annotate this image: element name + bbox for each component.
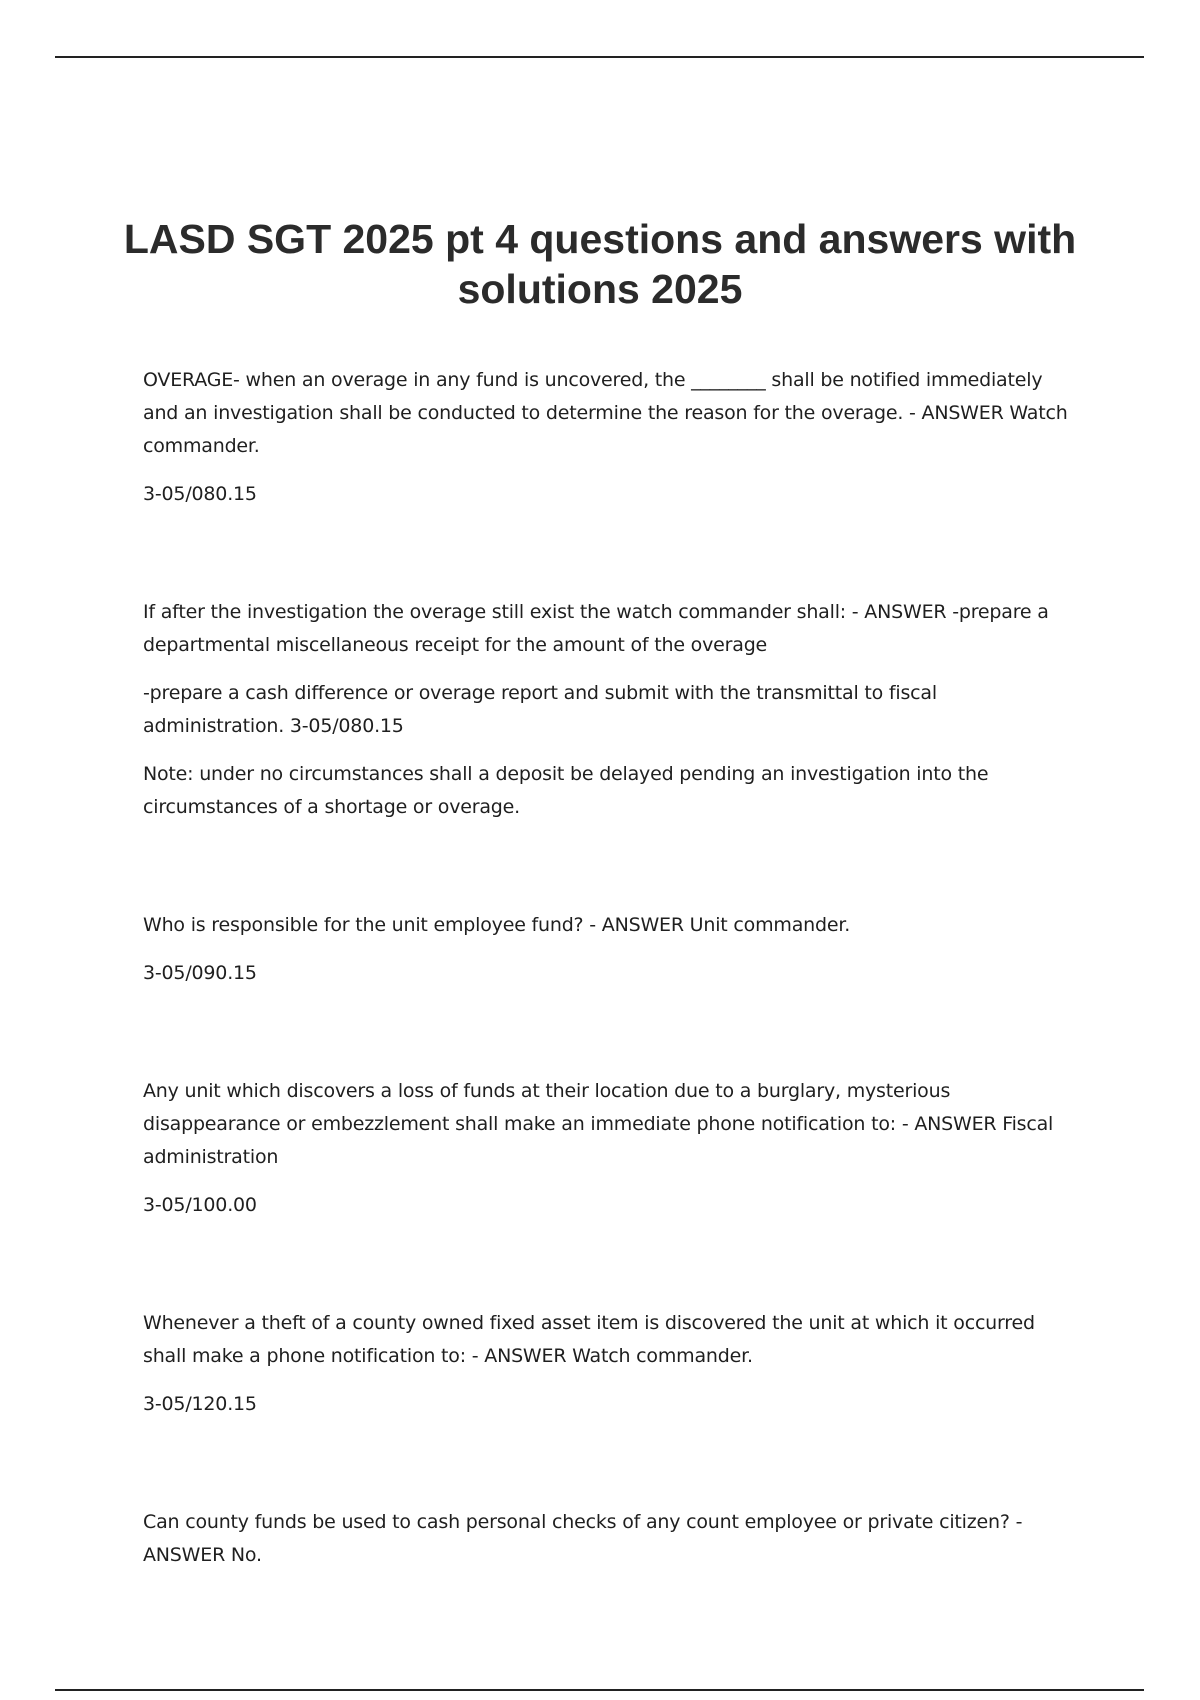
qa-item-overage-followup xyxy=(143,596,1078,824)
question-text: Can county funds be used to cash personal checks of any count employee or private citizen? - ANSWER No. xyxy=(143,1511,1023,1566)
qa-item-loss-of-funds xyxy=(143,1075,1078,1222)
qa-item-fixed-asset-theft xyxy=(143,1307,1078,1421)
qa-list xyxy=(143,364,1078,1657)
reference-code: 3-05/090.15 xyxy=(143,962,257,984)
top-rule xyxy=(55,56,1144,58)
note-text: Note: under no circumstances shall a deposit be delayed pending an investigation into the circumstances of a shortage or overage. xyxy=(143,763,989,818)
bottom-rule xyxy=(55,1689,1144,1691)
reference-code: 3-05/100.00 xyxy=(143,1194,257,1216)
question-text: Any unit which discovers a loss of funds at their location due to a burglary, mysterious disappearance or embezzlement shall make an immediate phone notification to: - ANSWER Fiscal administration xyxy=(143,1080,1054,1168)
answer-continuation: -prepare a cash difference or overage report and submit with the transmittal to fiscal administration. 3-05/080.15 xyxy=(143,682,937,737)
question-text: If after the investigation the overage still exist the watch commander shall: - ANSWER -prepare a departmental miscellaneous receipt for the amount of the overage xyxy=(143,601,1049,656)
question-text: Who is responsible for the unit employee fund? - ANSWER Unit commander. xyxy=(143,914,851,936)
qa-item-overage xyxy=(143,364,1078,511)
question-text: Whenever a theft of a county owned fixed asset item is discovered the unit at which it occurred shall make a phone notification to: - ANSWER Watch commander. xyxy=(143,1312,1035,1367)
reference-code: 3-05/120.15 xyxy=(143,1393,257,1415)
qa-item-employee-fund xyxy=(143,909,1078,990)
reference-code: 3-05/080.15 xyxy=(143,483,257,505)
qa-item-personal-checks xyxy=(143,1506,1078,1572)
document-title: LASD SGT 2025 pt 4 questions and answers with solutions 2025 xyxy=(123,216,1077,312)
question-text: OVERAGE- when an overage in any fund is uncovered, the ________ shall be notified immediately and an investigation shall be conducted to determine the reason for the overage. - ANSWER Watch commander. xyxy=(143,369,1068,457)
